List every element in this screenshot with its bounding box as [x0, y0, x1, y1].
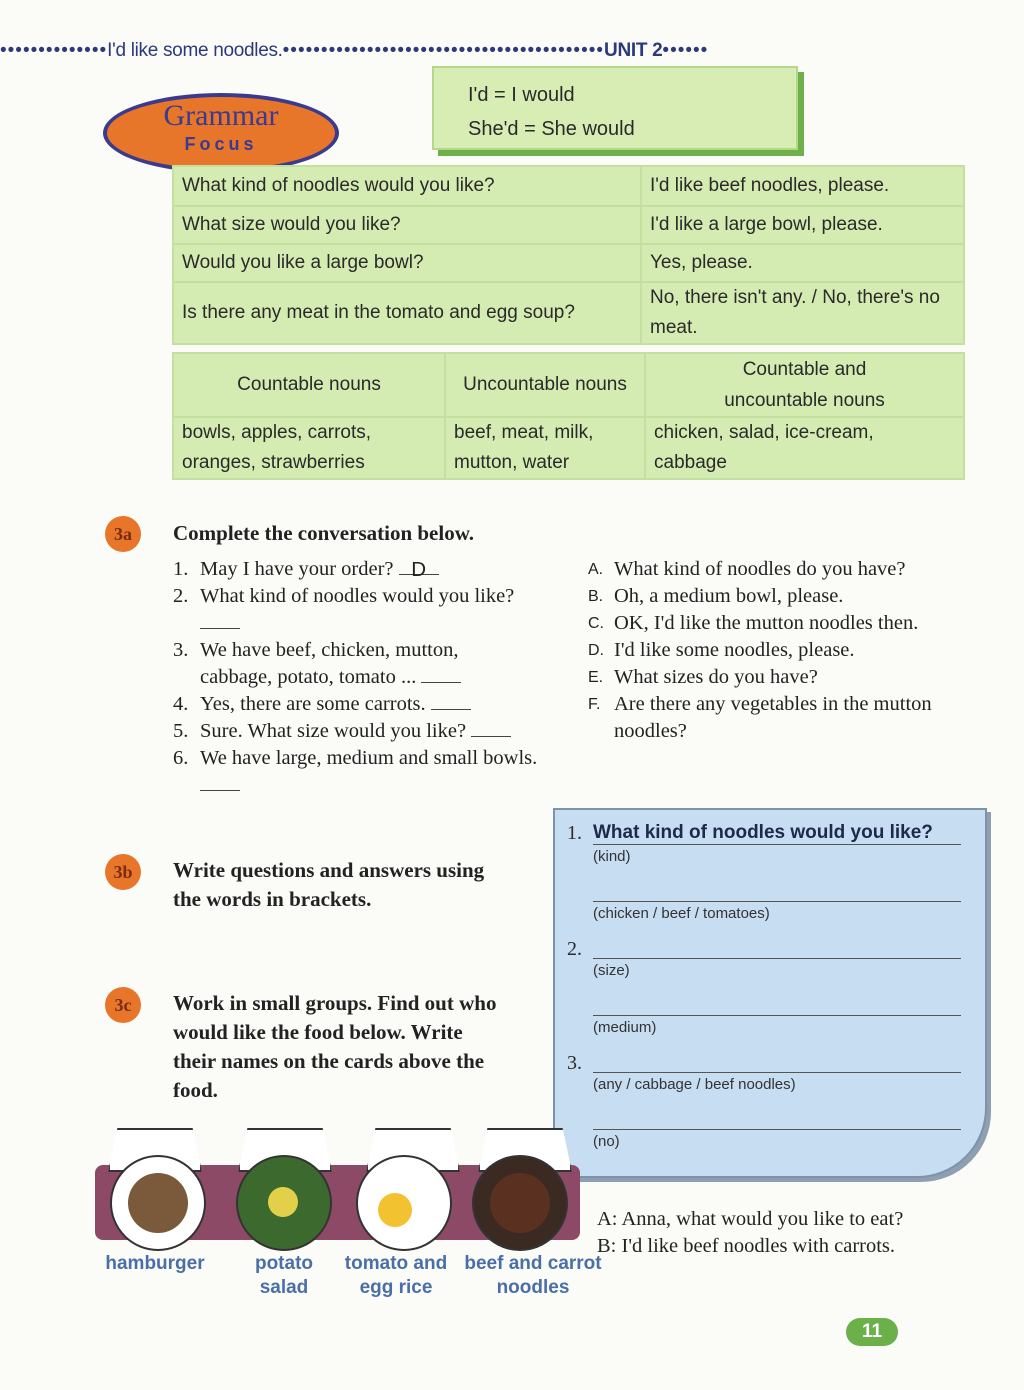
- beef-noodles-plate: [472, 1155, 568, 1251]
- table-row: [173, 282, 964, 344]
- option-item: [588, 556, 978, 583]
- potato-salad-plate: [236, 1155, 332, 1251]
- tomato-egg-rice-plate: [356, 1155, 452, 1251]
- answer-line[interactable]: [593, 1015, 961, 1016]
- answer-line[interactable]: [593, 1072, 961, 1073]
- hint: (medium): [593, 1019, 657, 1036]
- list-item: [173, 691, 543, 718]
- item-number: 4.: [173, 693, 189, 715]
- option-item: [588, 583, 978, 610]
- list-item: [173, 556, 543, 583]
- item-text: Sure. What size would you like?: [200, 720, 467, 742]
- table-header-row: [173, 353, 964, 417]
- cell: No, there isn't any. / No, there's no meat.: [641, 282, 964, 344]
- list-item: [173, 745, 543, 799]
- item-text: What kind of noodles would you like?: [200, 585, 515, 607]
- item-number: 6.: [173, 747, 189, 769]
- header-cell: Countable nouns: [173, 353, 445, 417]
- table-row: [173, 206, 964, 244]
- header-cell: Countable and uncountable nouns: [645, 353, 964, 417]
- unit-label: UNIT 2: [604, 40, 663, 61]
- option-letter: A.: [588, 561, 604, 578]
- header-cell: Uncountable nouns: [445, 353, 645, 417]
- item-number: 2.: [173, 585, 189, 607]
- contractions-note: [432, 66, 798, 150]
- writing-card: [553, 808, 987, 1178]
- answer-line[interactable]: [593, 844, 961, 845]
- table-row: [173, 244, 964, 282]
- contraction: She'd = She would: [468, 118, 635, 140]
- answer-blank[interactable]: [200, 610, 240, 629]
- answer-blank[interactable]: [471, 718, 511, 737]
- lesson-title: I'd like some noodles.: [107, 40, 283, 61]
- exercise-badge-3b: 3b: [105, 854, 141, 890]
- option-letter: F.: [588, 696, 601, 713]
- option-text: What sizes do you have?: [614, 666, 818, 688]
- hint: (no): [593, 1133, 620, 1150]
- page-header: ••••••••••••••I'd like some noodles.••••••••••••••••••••••••••••••••••••••••••UNIT 2••••••: [0, 40, 709, 61]
- grammar-table: [172, 165, 965, 345]
- option-item: [588, 610, 978, 637]
- hint: (any / cabbage / beef noodles): [593, 1076, 796, 1093]
- badge-line2: Focus: [184, 134, 258, 154]
- option-text: OK, I'd like the mutton noodles then.: [614, 612, 919, 634]
- list-item: [173, 583, 543, 637]
- page-number: 11: [846, 1318, 898, 1346]
- answer-blank[interactable]: [421, 664, 461, 683]
- badge-line1: Grammar: [163, 99, 279, 132]
- item-number: 3.: [567, 1052, 582, 1074]
- options-list: [588, 556, 978, 745]
- food-label: tomato and egg rice: [344, 1253, 448, 1298]
- exercise-badge-3a: 3a: [105, 516, 141, 552]
- item-text: We have large, medium and small bowls.: [200, 747, 538, 769]
- cell: Yes, please.: [641, 244, 964, 282]
- cell: I'd like beef noodles, please.: [641, 166, 964, 206]
- cell: bowls, apples, carrots, oranges, strawberries: [173, 417, 445, 479]
- exercise-badge-3c: 3c: [105, 987, 141, 1023]
- answer-blank[interactable]: [431, 691, 471, 710]
- item-number: 5.: [173, 720, 189, 742]
- example-answer: What kind of noodles would you like?: [593, 822, 933, 843]
- hint: (size): [593, 962, 630, 979]
- answer-line[interactable]: [593, 1129, 961, 1130]
- table-row: [173, 166, 964, 206]
- item-number: 2.: [567, 938, 582, 960]
- item-number: 1.: [567, 822, 582, 844]
- cell: beef, meat, milk, mutton, water: [445, 417, 645, 479]
- cell: What size would you like?: [173, 206, 641, 244]
- food-label: hamburger: [105, 1253, 205, 1274]
- grammar-focus-badge: [103, 93, 339, 173]
- option-text: Are there any vegetables in the mutton noodles?: [614, 693, 932, 742]
- example-dialogue: [597, 1206, 903, 1260]
- option-letter: B.: [588, 588, 604, 605]
- cell: chicken, salad, ice-cream, cabbage: [645, 417, 964, 479]
- dialogue-line: B: I'd like beef noodles with carrots.: [597, 1235, 896, 1257]
- cell: What kind of noodles would you like?: [173, 166, 641, 206]
- cell: I'd like a large bowl, please.: [641, 206, 964, 244]
- food-label: beef and carrot noodles: [464, 1253, 602, 1298]
- option-text: Oh, a medium bowl, please.: [614, 585, 844, 607]
- item-text: We have beef, chicken, mutton, cabbage, potato, tomato ...: [200, 639, 459, 688]
- item-text: Yes, there are some carrots.: [200, 693, 426, 715]
- nouns-table: [172, 352, 965, 480]
- option-item: [588, 691, 978, 745]
- list-item: [173, 718, 543, 745]
- answer-blank[interactable]: D: [399, 556, 439, 575]
- cell: Would you like a large bowl?: [173, 244, 641, 282]
- item-number: 1.: [173, 558, 189, 580]
- item-text: May I have your order?: [200, 558, 394, 580]
- exercise-3a-title: Complete the conversation below.: [173, 521, 474, 545]
- option-letter: E.: [588, 669, 604, 686]
- table-row: [173, 417, 964, 479]
- answer-line[interactable]: [593, 901, 961, 902]
- option-text: What kind of noodles do you have?: [614, 558, 906, 580]
- exercise-3c-title: Work in small groups. Find out who would like the food below. Write their names on the cards above the food.: [173, 991, 497, 1102]
- hint: (kind): [593, 848, 631, 865]
- list-item: [173, 637, 543, 691]
- option-letter: C.: [588, 615, 604, 632]
- conversation-list: [173, 556, 543, 799]
- option-text: I'd like some noodles, please.: [614, 639, 855, 661]
- option-item: [588, 637, 978, 664]
- hint: (chicken / beef / tomatoes): [593, 905, 770, 922]
- option-item: [588, 664, 978, 691]
- dialogue-line: A: Anna, what would you like to eat?: [597, 1208, 904, 1230]
- item-number: 3.: [173, 639, 189, 661]
- hamburger-plate: [110, 1155, 206, 1251]
- contraction: I'd = I would: [468, 84, 575, 106]
- food-label: potato salad: [254, 1253, 314, 1298]
- cell: Is there any meat in the tomato and egg soup?: [173, 282, 641, 344]
- answer-blank[interactable]: [200, 772, 240, 791]
- option-letter: D.: [588, 642, 604, 659]
- exercise-3b-title: Write questions and answers using the words in brackets.: [173, 858, 485, 911]
- answer-line[interactable]: [593, 958, 961, 959]
